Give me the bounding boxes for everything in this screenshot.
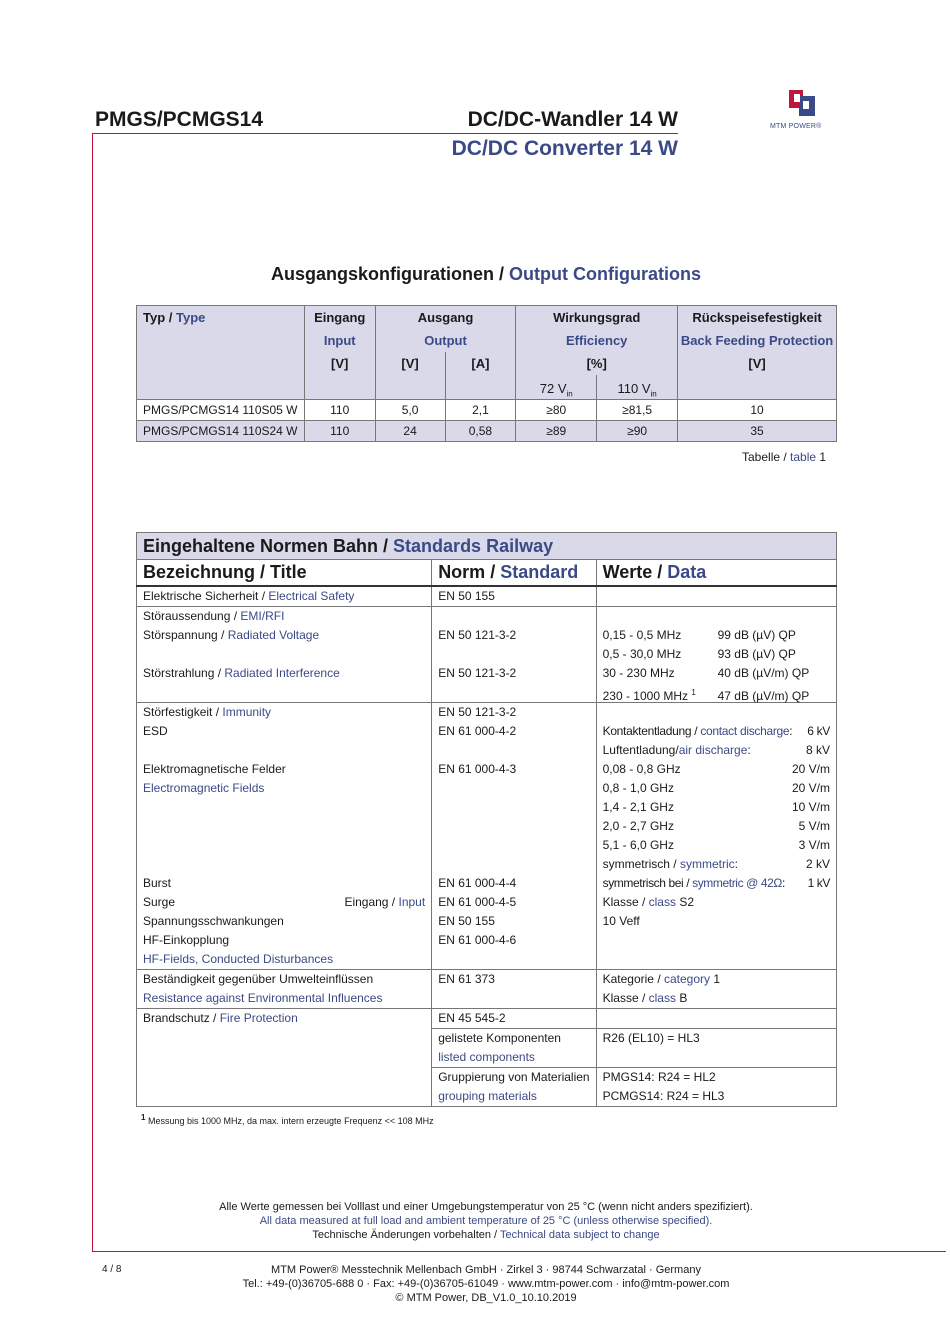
- product-name: PMGS/PCMGS14: [95, 108, 264, 131]
- header-back-feeding-unit: [V]: [678, 352, 837, 375]
- header-efficiency-en: Efficiency: [516, 329, 678, 352]
- output-configurations-table: [136, 305, 837, 442]
- document-title-en: DC/DC Converter 14 W: [451, 137, 678, 160]
- output-configurations-title: Ausgangskonfigurationen / Output Configurations: [271, 264, 701, 284]
- company-address: MTM Power® Messtechnik Mellenbach GmbH · Zirkel 3 · 98744 Schwarzatal · Germany: [271, 1264, 701, 1276]
- header-input-en: Input: [304, 329, 375, 352]
- header-eff-72v: 72 $V_{in}$: [516, 375, 597, 400]
- measurement-note-de: Alle Werte gemessen bei Volllast und einer Umgebungstemperatur von 25 °C (wenn nicht anders spezifiziert).: [219, 1201, 753, 1213]
- standards-railway-table: [136, 532, 837, 1107]
- table-row: Beständigkeit gegenüber Umwelteinflüssen Resistance against Environmental Influences EN 61 373 Kategorie / category 1 Klasse / class B: [137, 970, 837, 1009]
- col-standard: Norm / Standard: [432, 560, 596, 587]
- header-eff-110v: 110 $V_{in}$: [597, 375, 678, 400]
- brand-name: MTM POWER®: [770, 123, 822, 130]
- mtm-power-logo-icon: [785, 88, 819, 118]
- margin-rule: [92, 133, 93, 1251]
- table-row: PMGS/PCMGS14 110S05 W 110 5,0 2,1 ≥80 ≥81,5 10: [137, 400, 837, 421]
- copyright: © MTM Power, DB_V1.0_10.10.2019: [395, 1292, 577, 1304]
- header-rule: [92, 133, 678, 134]
- header-input-unit: [V]: [304, 352, 375, 375]
- table-row: gelistete Komponenten listed components R26 (EL10) = HL3: [137, 1029, 837, 1068]
- footnote: $^1$ Messung bis 1000 MHz, da max. intern erzeugte Frequenz << 108 MHz: [141, 1113, 434, 1126]
- header-back-feeding: Rückspeisefestigkeit: [678, 306, 837, 330]
- col-title: Bezeichnung / Title: [137, 560, 432, 587]
- header-efficiency-unit: [%]: [516, 352, 678, 375]
- table-row: PMGS/PCMGS14 110S24 W 110 24 0,58 ≥89 ≥90 35: [137, 421, 837, 442]
- header-output-en: Output: [375, 329, 516, 352]
- page-number: 4 / 8: [102, 1264, 122, 1275]
- change-note: Technische Änderungen vorbehalten / Technical data subject to change: [312, 1229, 660, 1241]
- header-type: Typ / Type: [137, 306, 305, 330]
- header-input: Eingang: [304, 306, 375, 330]
- standards-title: Eingehaltene Normen Bahn / Standards Railway: [137, 533, 837, 560]
- header-output-v-unit: [V]: [375, 352, 445, 375]
- header-back-feeding-en: Back Feeding Protection: [678, 329, 837, 352]
- company-contact: Tel.: +49-(0)36705-688 0 · Fax: +49-(0)36705-61049 · www.mtm-power.com · info@mtm-power.com: [242, 1278, 730, 1290]
- measurement-note-en: All data measured at full load and ambient temperature of 25 °C (unless otherwise specified).: [259, 1215, 713, 1227]
- table-row: Brandschutz / Fire Protection EN 45 545-2: [137, 1009, 837, 1029]
- table-row: Störaussendung / EMI/RFI Störspannung / Radiated Voltage Störstrahlung / Radiated Interference EN 50 121-3-2 EN 50 121-3-2 0,15 - 0,5 MHz 99 dB (µV) QP 0,5 - 30,0 MHz 93 dB (µV) QP 30 - 230 MHz 40 dB (µV/m) QP 230 - 1000 MHz $^1$ 47 dB (µV/m) QP: [137, 607, 837, 703]
- table-row: Gruppierung von Materialien grouping materials PMGS14: R24 = HL2 PCMGS14: R24 = HL3: [137, 1068, 837, 1107]
- header-output-a-unit: [A]: [445, 352, 516, 375]
- table-row: Störfestigkeit / Immunity ESD Elektromagnetische Felder Electromagnetic Fields Burst Surge Eingang / Input Spannungsschwankungen HF-Einkopplung HF-Fields, Conducted Disturbances EN 50 121-3-2 EN 61 000-4-2 EN 61 000-4-3 EN 61 000-4-4 EN 61 000-4-5 EN 50 155 EN 61 000-4-6 Kontaktentladung / contact discharge: 6 kV Luftentladung/air discharge: 8 kV 0,08 - 0,8 GHz 20 V/m 0,8 - 1,0 GHz 20 V/m 1,4 - 2,1 GHz 10 V/m 2,0 - 2,7 GHz 5 V/m 5,1 - 6,0 GHz 3 V/m symmetrisch / symmetric: 2 kV symmetrisch bei / symmetric @ 42Ω: 1 kV Klasse / class S2 10 Veff: [137, 703, 837, 970]
- table-caption: Tabelle / table 1: [742, 450, 827, 464]
- footer-rule: [92, 1251, 946, 1252]
- header-efficiency: Wirkungsgrad: [516, 306, 678, 330]
- col-data: Werte / Data: [596, 560, 836, 587]
- document-title-de: DC/DC-Wandler 14 W: [467, 108, 678, 131]
- header-output: Ausgang: [375, 306, 516, 330]
- table-row: Elektrische Sicherheit / Electrical Safety EN 50 155: [137, 586, 837, 607]
